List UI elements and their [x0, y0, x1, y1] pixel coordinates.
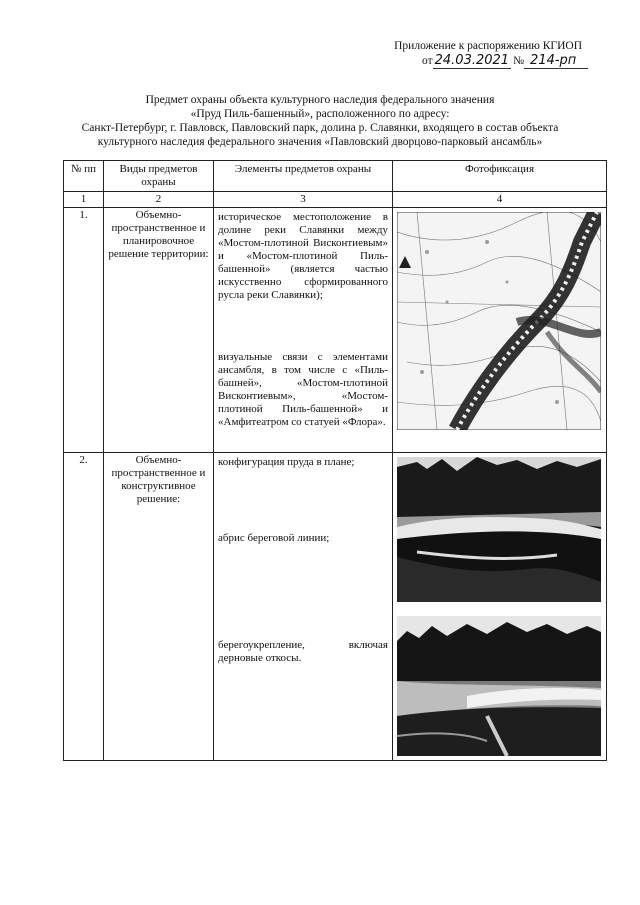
- element-item: абрис береговой линии;: [218, 532, 330, 544]
- title-line-2: «Пруд Пиль-башенный», расположенного по адресу:: [190, 108, 450, 120]
- title-line-1: Предмет охраны объекта культурного наследия федерального значения: [145, 94, 495, 106]
- header-photo: Фотофиксация: [393, 161, 607, 192]
- col-number: 3: [214, 192, 393, 208]
- row-index: 2.: [64, 453, 104, 761]
- table-row: [64, 208, 607, 453]
- title-line-4: культурного наследия федерального значения «Павловский дворцово-парковый ансамбль»: [97, 136, 543, 148]
- element-item: историческое местоположение в долине реки Славянки между «Мостом-плотиной Висконтиевым» и «Мостом-плотиной Пиль-башенной» (является частью искусственно сформированного русла реки Славянки);: [218, 211, 388, 301]
- element-item: визуальные связи с элементами ансамбля, в том числе с «Пиль-башней», «Мостом-плотиной Висконтиевым», «Мостом-плотиной Пиль-башенной» и «Амфитеатром со статуей «Флора».: [218, 351, 388, 428]
- protection-table: [63, 160, 607, 761]
- protection-kind: Объемно-пространственное и конструктивное решение:: [104, 453, 214, 761]
- table-header-row: [64, 161, 607, 192]
- number-label: №: [513, 55, 525, 67]
- order-number: 214-рп: [524, 53, 588, 69]
- column-number-row: [64, 192, 607, 208]
- order-date-number: [380, 53, 610, 69]
- order-date: 24.03.2021: [434, 53, 510, 68]
- protection-elements: [214, 208, 393, 453]
- annex-title: Приложение к распоряжению КГИОП: [394, 40, 582, 52]
- header-elements: Элементы предметов охраны: [214, 161, 393, 192]
- order-annex-header: [380, 40, 610, 69]
- photo-cell: [393, 208, 607, 453]
- element-item: берегоукрепление, включая дерновые откосы.: [218, 639, 388, 664]
- header-kinds: Виды предметов охраны: [104, 161, 214, 192]
- col-number: 2: [104, 192, 214, 208]
- from-label: от: [422, 55, 433, 67]
- element-item: конфигурация пруда в плане;: [218, 456, 355, 468]
- col-number: 1: [64, 192, 104, 208]
- row-index: 1.: [64, 208, 104, 453]
- protection-elements: [214, 453, 393, 761]
- pond-photo-1: [397, 457, 601, 602]
- col-number: 4: [393, 192, 607, 208]
- photo-cell: [393, 453, 607, 761]
- protection-kind: Объемно-пространственное и планировочное решение территории:: [104, 208, 214, 453]
- pond-photo-2: [397, 616, 601, 756]
- title-line-3: Санкт-Петербург, г. Павловск, Павловский парк, долина р. Славянки, входящего в состав объекта: [81, 122, 559, 134]
- document-title: [30, 93, 610, 149]
- table-row: [64, 453, 607, 761]
- site-map-image: [397, 212, 601, 430]
- header-number: № пп: [64, 161, 104, 192]
